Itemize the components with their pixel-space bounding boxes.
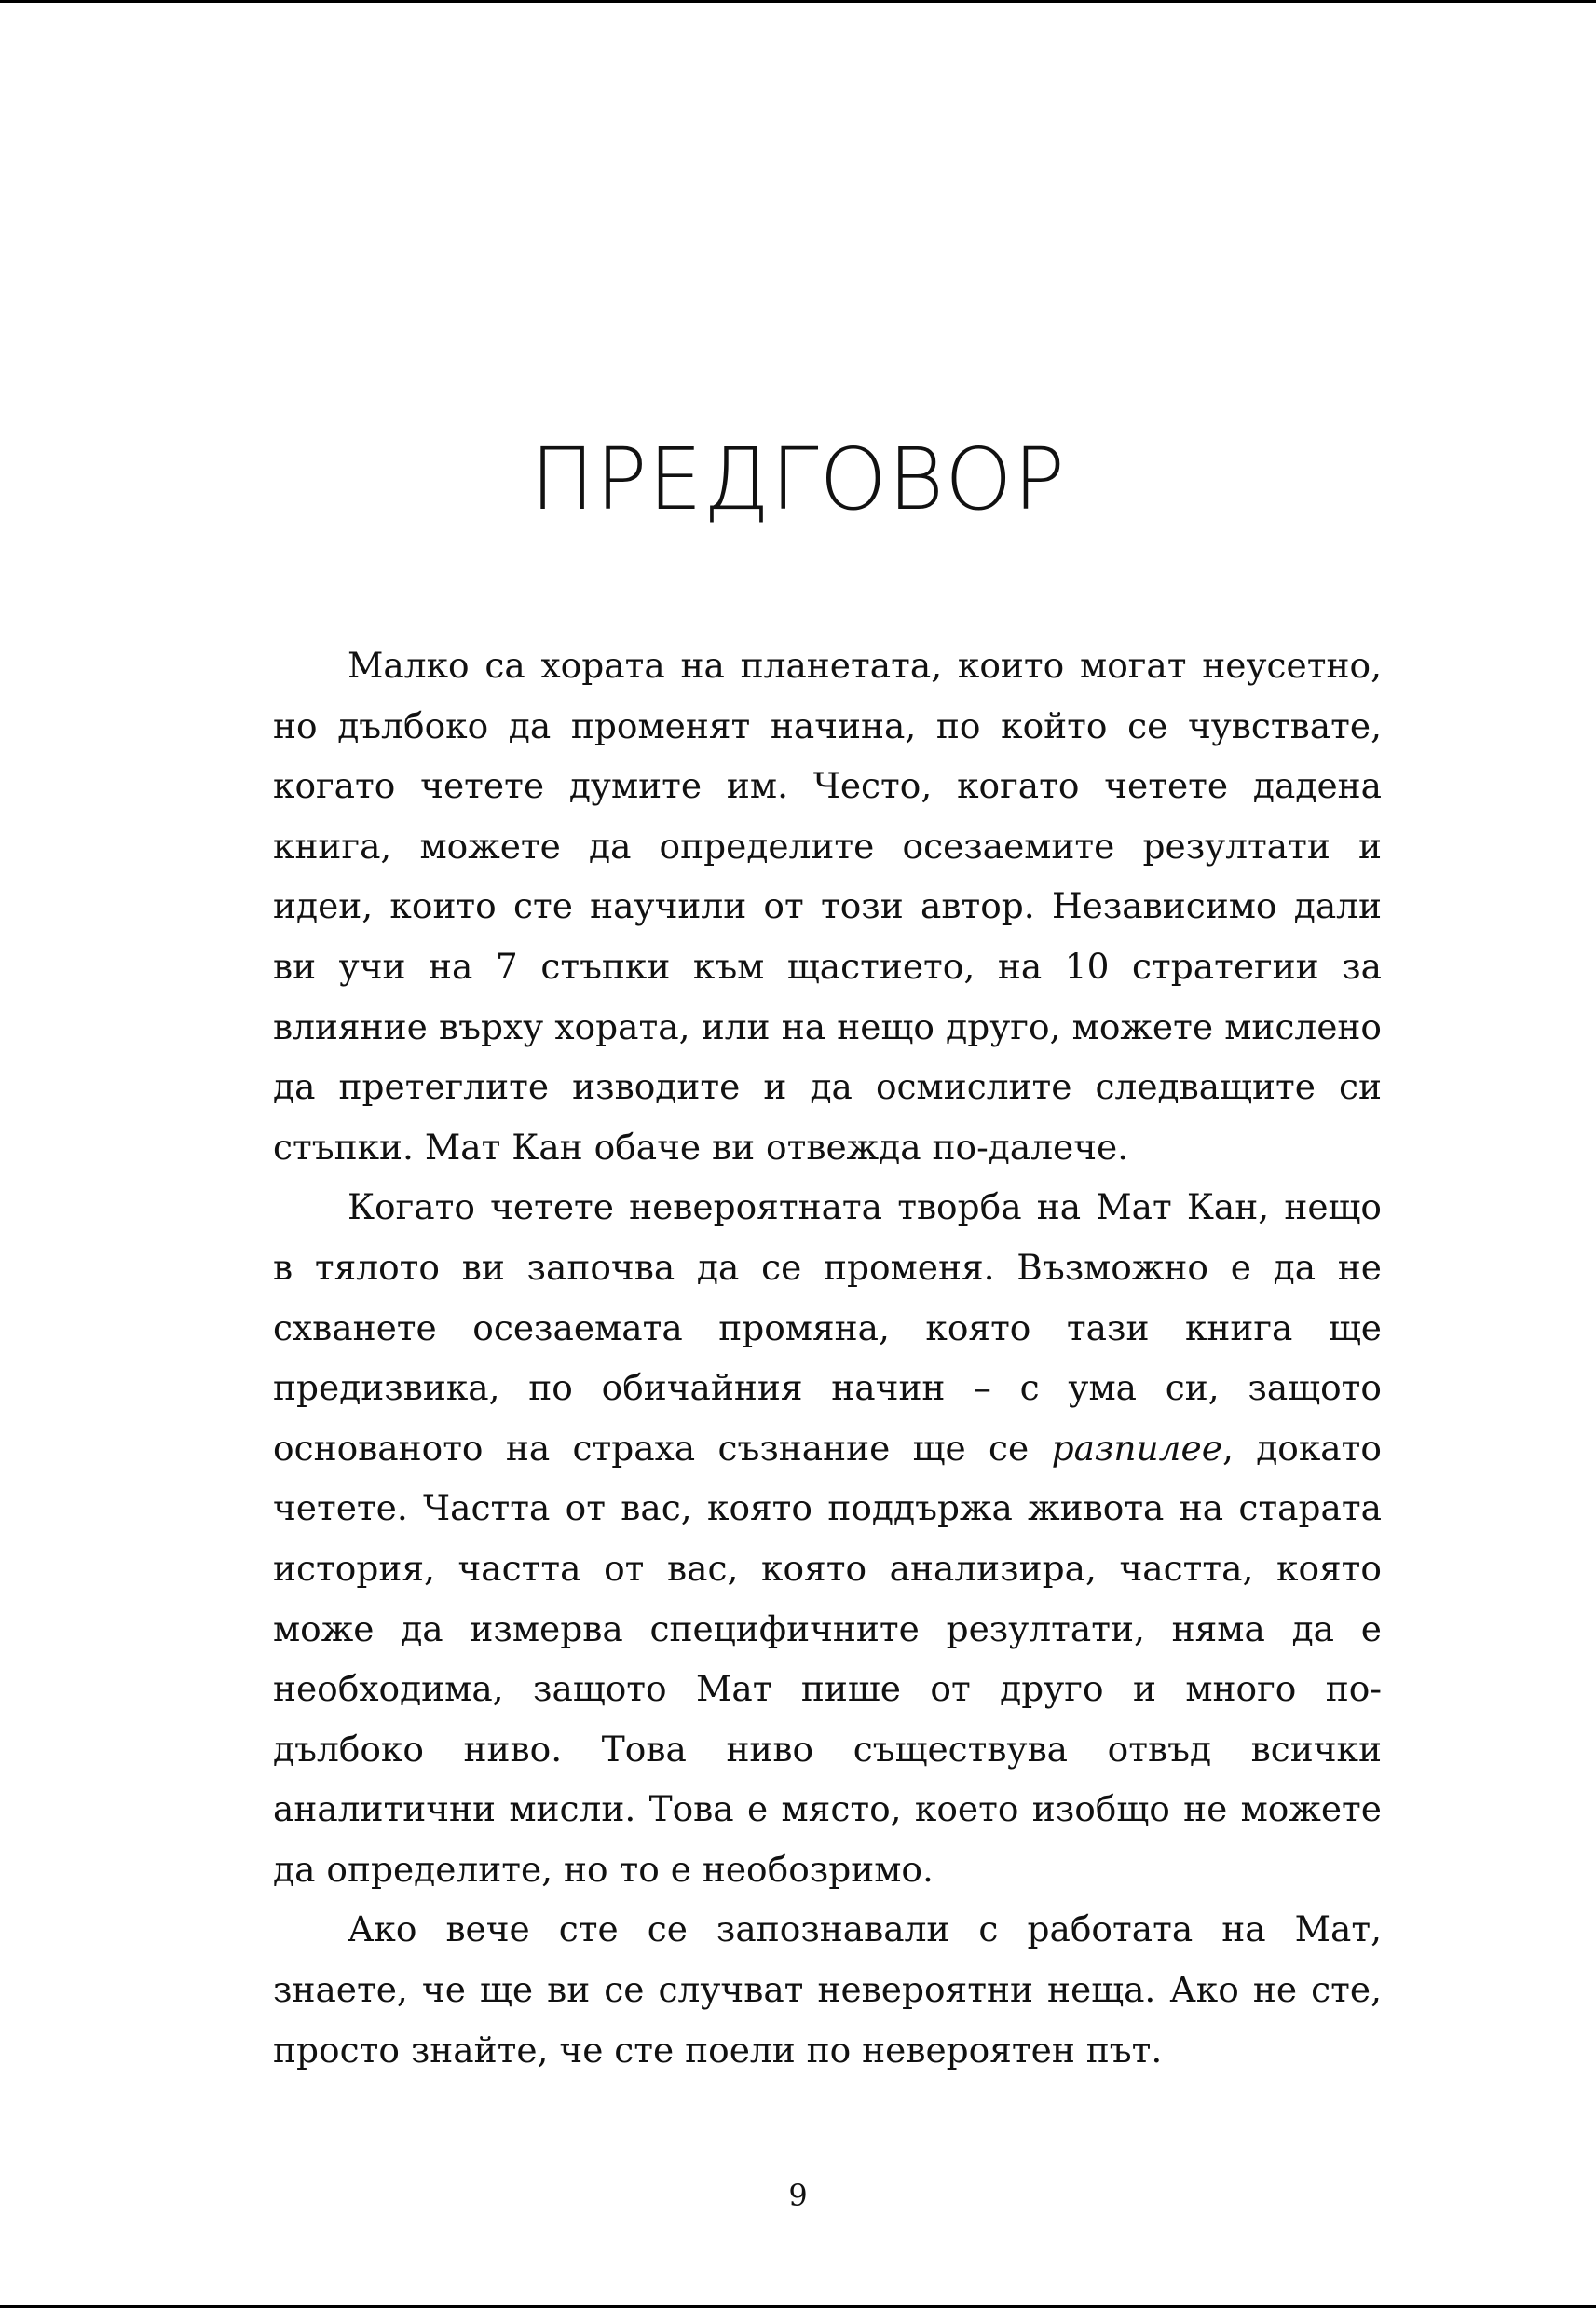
paragraph-2-emphasis: разпилее [1051, 1427, 1222, 1469]
paragraph-3: Ако вече сте се запознавали с работата на Мат, знаете, че ще ви се случват невероятни неща. Ако не сте, просто знайте, че сте поели по невероятен път. [273, 1908, 1382, 2071]
paragraph-2 [273, 1177, 1382, 1899]
chapter-title: ПРЕДГОВОР [529, 430, 1066, 529]
paragraph-1: Малко са хората на планетата, които могат неусетно, но дълбоко да променят начина, по който се чувствате, когато четете думите им. Често, когато четете дадена книга, можете да определите осезаемите резултати и идеи, които сте научили от този автор. Независимо дали ви учи на 7 стъпки към щастието, на 10 стратегии за влияние върху хората, или на нещо друго, можете мислено да претеглите изводите и да осмислите следващите си стъпки. Мат Кан обаче ви отвежда по-далече. [273, 645, 1382, 1168]
paragraph-2-part-1: Когато четете невероятната творба на Мат Кан, нещо в тялото ви започва да се променя. Възможно е да не схванете осезаемата промяна, която тази книга ще предизвика, по обичайния начин – с ума си, защото основаното на страха съзнание ще се [273, 1186, 1382, 1469]
paragraph-2-part-2: , докато четете. Частта от вас, която поддържа живота на старата история, частта от вас, която анализира, частта, която може да измерва специфичните резултати, няма да е необходима, защото Мат пише от друго и много по-дълбоко ниво. Това ниво съществува отвъд всички аналитични мисли. Това е място, което изобщо не можете да определите, но то е необозримо. [273, 1427, 1382, 1890]
bottom-border-line [0, 2305, 1596, 2308]
page-number: 9 [788, 2178, 808, 2213]
body-text [273, 636, 1382, 2080]
top-border-line [0, 0, 1596, 3]
